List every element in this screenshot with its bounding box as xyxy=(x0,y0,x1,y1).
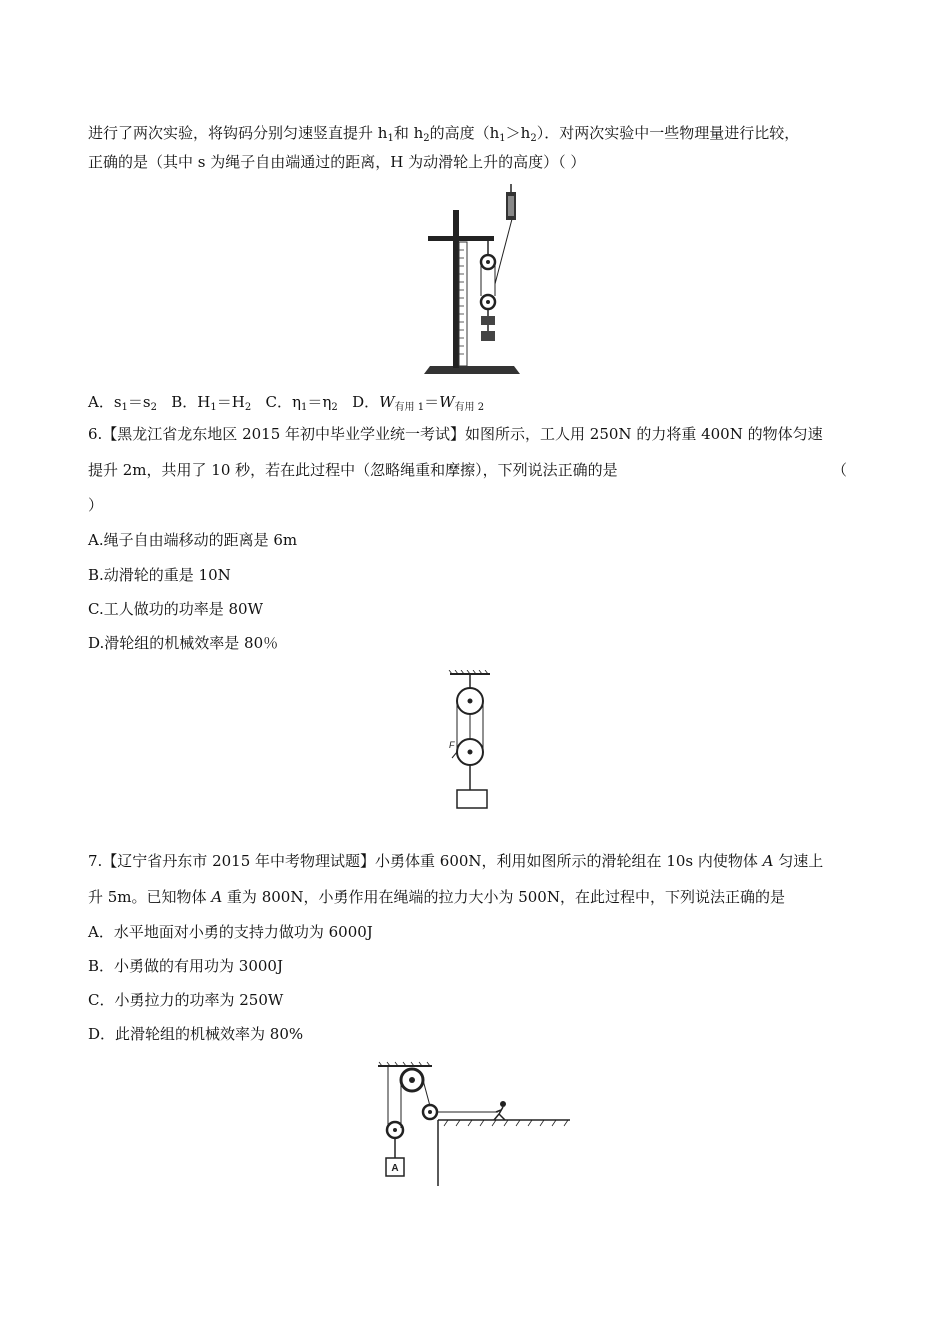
q6-force-label: F xyxy=(449,740,455,750)
q7-stem-line-2: 升 5m。已知物体 A 重为 800N，小勇作用在绳端的拉力大小为 500N，在此过程中，下列说法正确的是 xyxy=(88,888,785,906)
q7-stem-line-1: 7.【辽宁省丹东市 2015 年中考物理试题】小勇体重 600N，利用如图所示的滑轮组在 10s 内使物体 A 匀速上 xyxy=(88,852,824,870)
q6-answer-paren-open: （ xyxy=(832,461,848,479)
q6-stem-line-1: 6.【黑龙江省龙东地区 2015 年初中毕业学业统一考试】如图所示，工人用 250N 的力将重 400N 的物体匀速 xyxy=(88,425,823,443)
q6-stem-line-2: 提升 2m，共用了 10 秒，若在此过程中（忽略绳重和摩擦），下列说法正确的是 xyxy=(88,461,618,479)
q5-stem-line-1: 进行了两次实验，将钩码分别匀速竖直提升 $h_1$和 $h_2$的高度$(h_1>h_2)$．对两次实验中一些物理量进行比较， xyxy=(88,124,800,144)
q7-option-a: A．水平地面对小勇的支持力做功为 6000J xyxy=(88,923,373,941)
q6-answer-paren-close: ） xyxy=(88,496,104,514)
q6-option-c: C.工人做功的功率是 80W xyxy=(88,600,263,618)
q5-stem-line-2: 正确的是（其中 s 为绳子自由端通过的距离，H 为动滑轮上升的高度）（ ） xyxy=(88,153,586,171)
q7-option-b: B．小勇做的有用功为 3000J xyxy=(88,957,283,975)
q6-pulley-figure xyxy=(440,670,500,812)
q7-option-c: C．小勇拉力的功率为 250W xyxy=(88,991,284,1009)
q5-options: A．$s_1=s_2$ B．$H_1=H_2$ C．$\eta_1=\eta_2$ D．$W_{有用 1}=W_{有用 2}$ xyxy=(88,393,485,413)
q7-pulley-figure xyxy=(370,1060,590,1190)
q7-object-label: A xyxy=(391,1163,399,1174)
q6-option-d: D.滑轮组的机械效率是 80％ xyxy=(88,634,279,652)
q6-option-b: B.动滑轮的重是 10N xyxy=(88,566,231,584)
q5-pulley-stand-figure xyxy=(424,184,532,378)
q7-option-d: D．此滑轮组的机械效率为 80% xyxy=(88,1025,304,1043)
q6-option-a: A.绳子自由端移动的距离是 6m xyxy=(88,531,298,549)
